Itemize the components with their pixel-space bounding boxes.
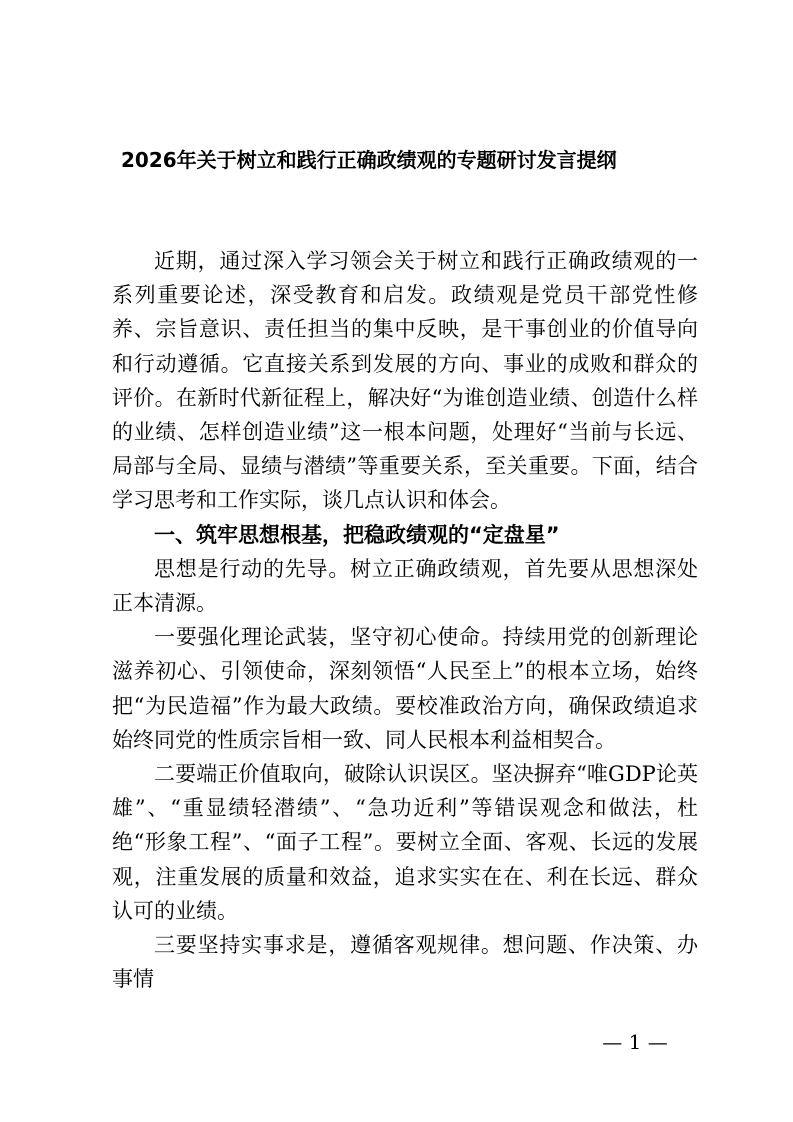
document-body [112,244,698,996]
body-paragraph: 一要强化理论武装，坚守初心使命。持续用党的创新理论滋养初心、引领使命，深刻领悟“人民至上”的根本立场，始终把“为民造福”作为最大政绩。要校准政治方向，确保政绩追求始终同党的性质宗旨相一致、同人民根本利益相契合。 [112,625,698,752]
body-paragraph: 思想是行动的先导。树立正确政绩观，首先要从思想深处正本清源。 [112,556,698,616]
page-number: — 1 — [602,1030,668,1054]
section-heading: 一、筑牢思想根基，把稳政绩观的“定盘星” [154,522,560,547]
intro-paragraph: 近期，通过深入学习领会关于树立和践行正确政绩观的一系列重要论述，深受教育和启发。政绩观是党员干部党性修养、宗旨意识、责任担当的集中反映，是干事创业的价值导向和行动遵循。它直接关系到发展的方向、事业的成败和群众的评价。在新时代新征程上，解决好“为谁创造业绩、创造什么样的业绩、怎样创造业绩”这一根本问题，处理好“当前与长远、局部与全局、显绩与潜绩”等重要关系，至关重要。下面，结合学习思考和工作实际，谈几点认识和体会。 [112,249,698,513]
body-paragraph: 二要端正价值取向，破除认识误区。坚决摒弃“唯GDP论英雄”、“重显绩轻潜绩”、“急功近利”等错误观念和做法，杜绝“形象工程”、“面子工程”。要树立全面、客观、长远的发展观，注重发展的质量和效益，追求实实在在、利在长远、群众认可的业绩。 [112,762,698,923]
body-paragraph: 三要坚持实事求是，遵循客观规律。想问题、作决策、办事情 [112,933,698,992]
document-title: 2026年关于树立和践行正确政绩观的专题研讨发言提纲 [121,148,617,172]
